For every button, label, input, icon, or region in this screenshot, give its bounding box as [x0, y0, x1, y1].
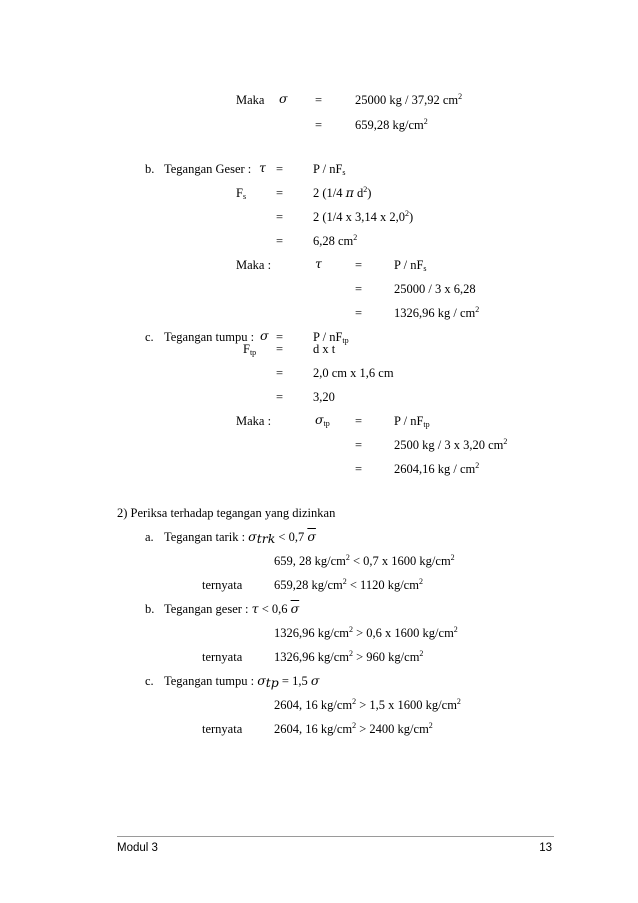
ftp-calculation: 2,0 cm x 1,6 cm	[313, 366, 394, 380]
equals-sign: =	[355, 414, 363, 428]
equals-sign: =	[276, 366, 284, 380]
sigma-tp-symbol: $\sigma_{tp}$	[315, 412, 330, 428]
equals-sign: =	[276, 342, 284, 356]
tau-symbol: τ	[315, 256, 322, 271]
ternyata-label: ternyata	[202, 722, 243, 736]
equals-sign: =	[276, 390, 284, 404]
bearing-check-title: Tegangan tumpu : $\sigma_{tp} = 1,5$ σ	[164, 673, 320, 690]
section-2-heading: 2) Periksa terhadap tegangan yang dizinkan	[117, 506, 336, 520]
sigma-tp-calculation: 2500 kg / 3 x 3,20 $cm^2$	[394, 437, 508, 452]
stress-result-line: 659,28 $kg/cm^2$	[355, 117, 428, 132]
tau-symbol: τ	[259, 160, 266, 175]
ftp-formula: d x t	[313, 342, 336, 356]
fs-label: $F_s$	[236, 186, 247, 201]
item-label-b: b.	[145, 602, 155, 616]
equals-sign: =	[276, 330, 284, 344]
bearing-check-line-2: 2604, 16 $kg/cm^2 > 2400$ $kg/cm^2$	[274, 721, 433, 736]
ternyata-label: ternyata	[202, 578, 243, 592]
bearing-stress-title: Tegangan tumpu :	[164, 330, 255, 344]
footer-page-number: 13	[539, 842, 552, 854]
maka-label: Maka :	[236, 258, 272, 272]
stress-calc-line: 25000 kg / 37,92 $cm^2$	[355, 92, 463, 107]
shear-check-line-2: 1326,96 $kg/cm^2 > 960$ $kg/cm^2$	[274, 649, 424, 664]
bearing-formula: P / $nF_{tp}$	[313, 330, 349, 345]
tau-calculation: 25000 / 3 x 6,28	[394, 282, 476, 296]
equals-sign: =	[276, 162, 284, 176]
equals-sign: =	[355, 462, 363, 476]
footer-divider	[117, 836, 554, 837]
tau-result: 1326,96 kg / $cm^2$	[394, 305, 480, 320]
fs-result: 6,28 $cm^2$	[313, 233, 358, 248]
bearing-check-line-1: 2604, 16 $kg/cm^2 > 1,5$ x 1600 $kg/cm^2$	[274, 697, 461, 712]
maka-label: Maka :	[236, 414, 272, 428]
ftp-result: 3,20	[313, 390, 335, 404]
equals-sign: =	[276, 186, 284, 200]
item-label-c: c.	[145, 674, 154, 688]
equals-sign: =	[355, 258, 363, 272]
shear-check-line-1: 1326,96 $kg/cm^2 > 0,6$ x 1600 $kg/cm^2$	[274, 625, 458, 640]
equals-sign: =	[315, 118, 323, 132]
shear-stress-title: Tegangan Geser :	[164, 162, 252, 176]
fs-calculation: 2 (1/4 x 3,14 x $2,0^2$)	[313, 209, 414, 224]
sigma-tp-formula: P / $nF_{tp}$	[394, 414, 430, 429]
tensile-check-line-2: 659,28 $kg/cm^2 < 1120$ $kg/cm^2$	[274, 577, 423, 592]
ftp-label: $F_{tp}$	[243, 342, 257, 357]
tensile-check-title: Tegangan tarik : $\sigma_{trk} < 0,7$ $\overline{\sigma}$	[164, 529, 316, 546]
sigma-symbol: σ	[279, 91, 288, 106]
ternyata-label: ternyata	[202, 650, 243, 664]
sigma-symbol: σ	[260, 328, 269, 343]
item-label-a: a.	[145, 530, 154, 544]
sigma-tp-result: 2604,16 kg / $cm^2$	[394, 461, 480, 476]
equals-sign: =	[315, 93, 323, 107]
item-label-c: c.	[145, 330, 154, 344]
tensile-check-line-1: 659, 28 $kg/cm^2 < 0,7$ x 1600 $kg/cm^2$	[274, 553, 455, 568]
tau-formula: P / $nF_s$	[394, 258, 427, 273]
equals-sign: =	[276, 234, 284, 248]
equals-sign: =	[355, 306, 363, 320]
equals-sign: =	[355, 282, 363, 296]
footer-module-label: Modul 3	[117, 842, 158, 854]
maka-label: Maka	[236, 93, 265, 107]
shear-formula: P / $nF_s$	[313, 162, 346, 177]
equals-sign: =	[355, 438, 363, 452]
shear-check-title: Tegangan geser : τ < 0,6 $\overline{\sigma}$	[164, 601, 300, 616]
fs-formula: 2 (1/4 π $d^2$)	[313, 185, 372, 200]
equals-sign: =	[276, 210, 284, 224]
item-label-b: b.	[145, 162, 155, 176]
